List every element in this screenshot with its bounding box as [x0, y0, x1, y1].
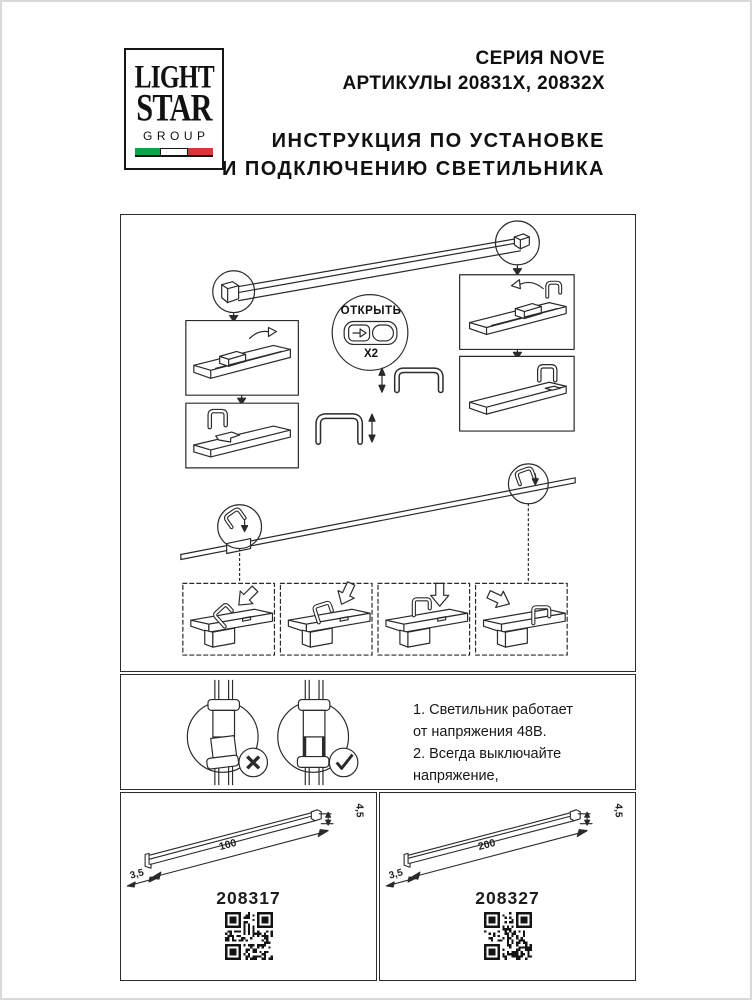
depth-dimension: 3,5	[387, 867, 405, 882]
qr-code	[225, 912, 273, 960]
flag-green	[135, 148, 160, 155]
articles-line: АРТИКУЛЫ 20831X, 20832X	[342, 73, 605, 94]
product-panel-208317	[120, 792, 377, 981]
article-number: 208327	[475, 888, 540, 908]
italian-flag-stripe	[135, 148, 213, 157]
step-box-3	[378, 583, 470, 655]
clip-icon-b	[318, 414, 375, 442]
step-box-1	[183, 583, 275, 656]
slider-lock-icon	[344, 322, 397, 345]
step-box-4	[476, 583, 568, 655]
height-dimension: 4,5	[612, 803, 624, 818]
step-box-2	[280, 580, 372, 655]
open-count-label: X2	[363, 348, 379, 360]
product-panel-208327	[379, 792, 636, 981]
installation-diagram	[121, 215, 635, 671]
rail-mounted	[181, 478, 575, 560]
correct-mount-diagram	[278, 680, 358, 785]
flag-red	[188, 148, 213, 155]
series-name: СЕРИЯ NOVE	[475, 48, 605, 69]
length-dimension: 200	[476, 836, 497, 854]
check-mark-icon	[329, 748, 358, 777]
logo-word-group: GROUP	[142, 129, 210, 143]
depth-dimension: 3,5	[128, 867, 146, 882]
article-number: 208317	[216, 888, 281, 908]
length-dimension: 100	[217, 836, 238, 854]
doc-title-line1: ИНСТРУКЦИЯ ПО УСТАНОВКЕ	[271, 130, 605, 152]
flag-white	[160, 148, 187, 155]
lightstar-logo	[124, 48, 224, 170]
qr-code	[484, 912, 532, 960]
note-line: 1. Светильник работает	[413, 702, 573, 718]
note-line: от напряжения 48В.	[413, 724, 547, 740]
doc-title-line2: И ПОДКЛЮЧЕНИЮ СВЕТИЛЬНИКА	[221, 158, 605, 180]
wrong-mount-diagram	[187, 680, 267, 785]
note-line: 2. Всегда выключайте напряжение,	[413, 746, 562, 784]
height-dimension: 4,5	[353, 803, 365, 818]
warning-panel	[120, 674, 636, 790]
header-text	[222, 46, 605, 183]
open-label: ОТКРЫТЬ	[340, 305, 402, 317]
clip-icon-a	[379, 368, 441, 392]
logo-word-light: LIGHT	[134, 58, 214, 95]
installation-diagram-panel	[120, 214, 636, 672]
logo-word-star: STAR	[136, 86, 212, 131]
